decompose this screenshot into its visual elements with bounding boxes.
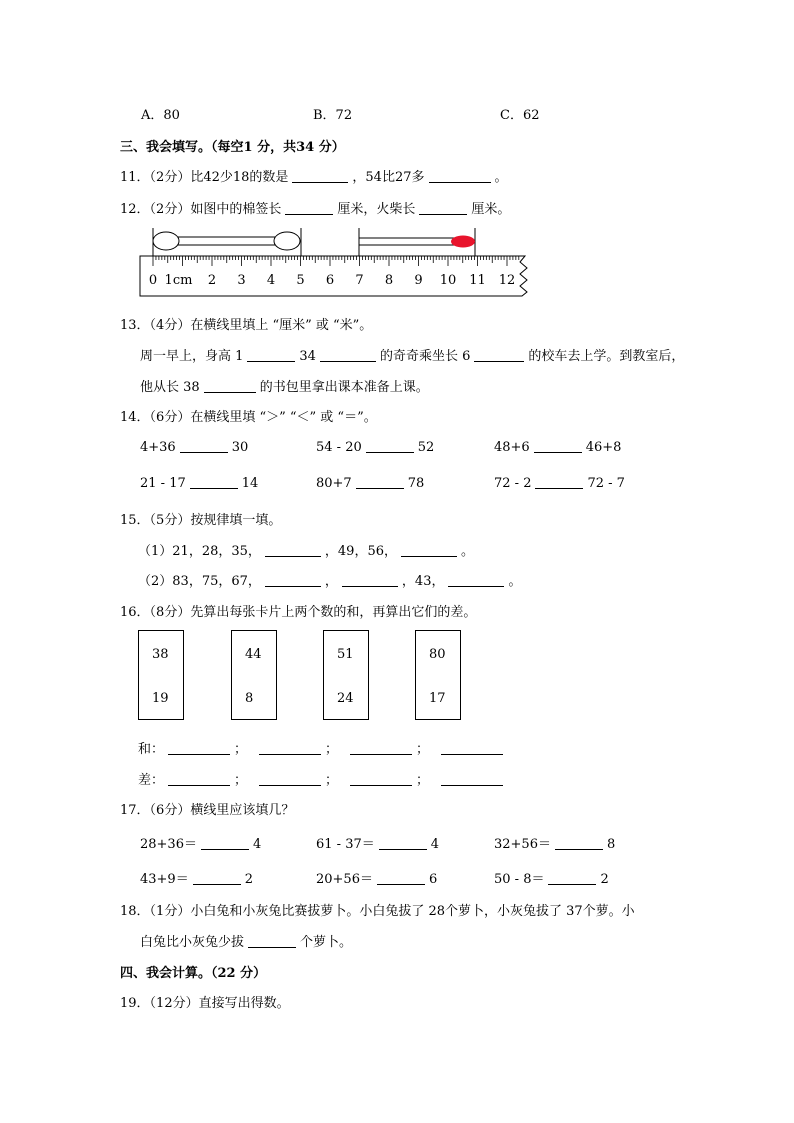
answer-blank[interactable] [342, 574, 398, 587]
option-b: B．72 [313, 108, 353, 123]
q17-item: 61 - 37＝ 4 [316, 837, 440, 852]
answer-blank[interactable] [292, 170, 348, 183]
number-card: 80 17 [415, 630, 461, 720]
q16-sum-row: 和： ； ； ； [138, 738, 507, 757]
ruler-tick-label: 10 [439, 273, 457, 288]
answer-blank[interactable] [448, 574, 504, 587]
answer-blank[interactable] [419, 202, 467, 215]
q15-line-2: （2）83，75，67， ， ，43， 。 [138, 574, 522, 589]
answer-blank[interactable] [247, 349, 295, 362]
answer-blank[interactable] [248, 935, 296, 948]
answer-blank[interactable] [535, 476, 583, 489]
q12-text-1: 12．（2分）如图中的棉签长 [120, 202, 282, 217]
ruler-tick-label: 2 [207, 273, 217, 288]
ruler-tick-label: 1cm [164, 273, 193, 288]
answer-blank[interactable] [379, 837, 427, 850]
answer-blank[interactable] [259, 742, 321, 755]
q17-item: 20+56＝ 6 [316, 872, 438, 887]
q17-item: 28+36＝ 4 [140, 837, 262, 852]
q17-item: 32+56＝ 8 [494, 837, 616, 852]
answer-blank[interactable] [350, 742, 412, 755]
answer-blank[interactable] [201, 837, 249, 850]
ruler-tick-label: 8 [384, 273, 394, 288]
answer-blank[interactable] [377, 872, 425, 885]
answer-blank[interactable] [548, 872, 596, 885]
answer-blank[interactable] [265, 574, 321, 587]
question-12 [120, 198, 510, 217]
q17-item: 43+9＝ 2 [140, 872, 253, 887]
ruler-tick-label: 5 [296, 273, 305, 288]
q14-title: 14．（6分）在横线里填 “＞” “＜” 或 “＝”。 [120, 410, 377, 425]
answer-blank[interactable] [366, 440, 414, 453]
answer-blank[interactable] [401, 544, 457, 557]
q18-line-2: 白兔比小灰兔少拔 个萝卜。 [140, 935, 353, 950]
q18-line-1: 18．（1分）小白兔和小灰兔比赛拔萝卜。小白兔拔了 28个萝卜，小灰兔拔了 37个萝。小 [120, 904, 635, 919]
section-3-title: 三、我会填写。（每空1 分，共34 分） [120, 140, 345, 155]
question-11 [120, 166, 508, 185]
answer-blank[interactable] [320, 349, 376, 362]
q13-line-2 [140, 376, 429, 395]
number-card: 44 8 [231, 630, 277, 720]
answer-blank[interactable] [168, 773, 230, 786]
q14-item: 48+6 46+8 [494, 440, 622, 455]
answer-blank[interactable] [265, 544, 321, 557]
ruler-tick-label: 7 [355, 273, 364, 288]
answer-blank[interactable] [356, 476, 404, 489]
answer-blank[interactable] [285, 202, 333, 215]
answer-blank[interactable] [429, 170, 491, 183]
cotton-swab-icon [153, 228, 301, 256]
answer-blank[interactable] [441, 773, 503, 786]
answer-blank[interactable] [534, 440, 582, 453]
ruler-tick-label: 4 [266, 273, 276, 288]
option-c: C．62 [500, 108, 540, 123]
answer-blank[interactable] [555, 837, 603, 850]
answer-blank[interactable] [441, 742, 503, 755]
number-card: 38 19 [138, 630, 184, 720]
q13-text: 周一早上，身高 1 [140, 349, 244, 364]
q12-text-3: 厘米。 [471, 202, 511, 217]
q14-item: 72 - 2 72 - 7 [494, 476, 625, 491]
q14-item: 21 - 17 14 [140, 476, 259, 491]
answer-blank[interactable] [350, 773, 412, 786]
q11-text-1: 11．（2分）比42少18的数是 [120, 170, 289, 185]
q17-title: 17．（6分）横线里应该填几？ [120, 803, 295, 818]
q16-title: 16．（8分）先算出每张卡片上两个数的和，再算出它们的差。 [120, 605, 477, 620]
number-card: 51 24 [323, 630, 369, 720]
answer-blank[interactable] [474, 349, 524, 362]
q14-item: 54 - 20 52 [316, 440, 435, 455]
q13-text: 的书包里拿出课本准备上课。 [259, 380, 429, 395]
q14-item: 4+36 30 [140, 440, 249, 455]
match-icon [359, 228, 475, 256]
answer-blank[interactable] [259, 773, 321, 786]
answer-blank[interactable] [190, 476, 238, 489]
q13-text: 34 [299, 349, 316, 364]
q14-item: 80+7 78 [316, 476, 425, 491]
answer-blank[interactable] [204, 380, 256, 393]
ruler-figure [130, 222, 540, 302]
answer-blank[interactable] [193, 872, 241, 885]
ruler-tick-label: 3 [237, 273, 246, 288]
q11-text-3: 。 [494, 170, 508, 185]
q15-line-1: （1）21，28，35， ，49，56， 。 [138, 544, 475, 559]
q13-text: 的校车去上学。到教室后， [528, 349, 685, 364]
ruler-tick-label: 6 [325, 273, 335, 288]
ruler-tick-label: 12 [498, 273, 516, 288]
q12-text-2: 厘米，火柴长 [337, 202, 416, 217]
question-19: 19．（12分）直接写出得数。 [120, 996, 290, 1011]
q15-title: 15．（5分）按规律填一填。 [120, 513, 282, 528]
q13-text: 的奇奇乘坐长 6 [379, 349, 471, 364]
ruler-tick-label: 9 [414, 273, 423, 288]
q11-text-2: ，54比27多 [352, 170, 425, 185]
section-4-title: 四、我会计算。（22 分） [120, 966, 267, 981]
ruler-tick-label: 11 [469, 273, 486, 288]
q13-title: 13．（4分）在横线里填上 “厘米” 或 “米”。 [120, 318, 373, 333]
option-a: A．80 [141, 108, 180, 123]
q17-item: 50 - 8＝ 2 [494, 872, 609, 887]
q13-line-1 [140, 345, 684, 364]
answer-blank[interactable] [168, 742, 230, 755]
ruler-tick-label: 0 [148, 273, 158, 288]
q16-diff-row: 差： ； ； ； [138, 769, 507, 788]
answer-blank[interactable] [180, 440, 228, 453]
q13-text: 他从长 38 [140, 380, 200, 395]
